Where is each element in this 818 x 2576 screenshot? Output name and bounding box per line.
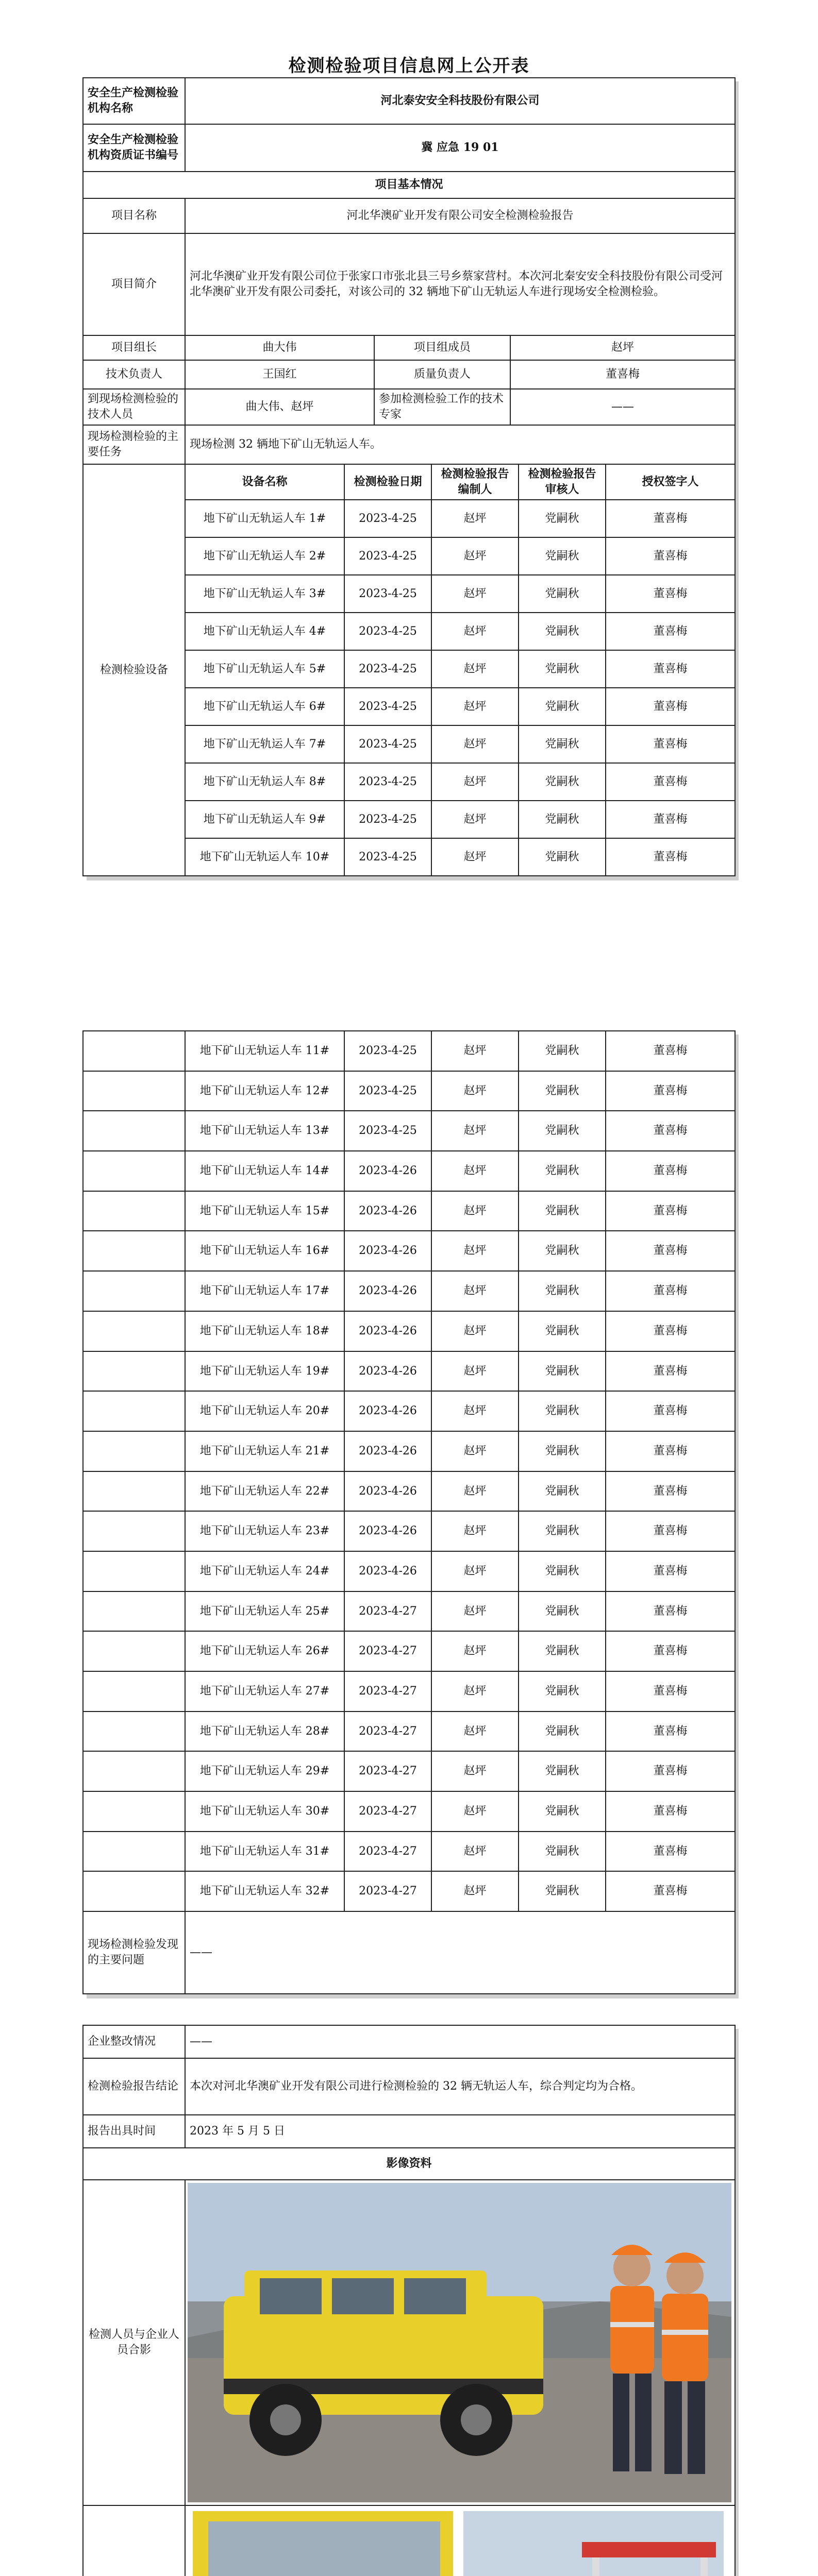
equipment-reviewer: 党嗣秋 bbox=[519, 1391, 606, 1431]
equipment-name: 地下矿山无轨运人车 15# bbox=[185, 1191, 344, 1231]
members-label: 项目组成员 bbox=[374, 335, 510, 360]
equipment-reviewer: 党嗣秋 bbox=[519, 613, 606, 650]
equipment-name: 地下矿山无轨运人车 17# bbox=[185, 1271, 344, 1311]
equipment-reviewer: 党嗣秋 bbox=[519, 1711, 606, 1752]
equipment-author: 赵坪 bbox=[431, 1311, 519, 1351]
table-row bbox=[83, 1591, 735, 1632]
project-name-value: 河北华澳矿业开发有限公司安全检测检验报告 bbox=[185, 198, 735, 233]
equipment-reviewer: 党嗣秋 bbox=[519, 1631, 606, 1671]
table-row bbox=[83, 1111, 735, 1151]
equipment-date: 2023-4-26 bbox=[344, 1351, 431, 1392]
equipment-label: 检测检验设备 bbox=[83, 464, 185, 876]
table-row bbox=[83, 1231, 735, 1271]
table-row bbox=[83, 1832, 735, 1872]
equipment-header-3: 检测检验报告审核人 bbox=[519, 464, 606, 500]
equipment-signer: 董喜梅 bbox=[606, 1311, 735, 1351]
equipment-signer: 董喜梅 bbox=[606, 575, 735, 613]
cert-value: 冀 应急 19 01 bbox=[185, 124, 735, 172]
equipment-signer: 董喜梅 bbox=[606, 1391, 735, 1431]
equipment-header-4: 授权签字人 bbox=[606, 464, 735, 500]
equipment-name: 地下矿山无轨运人车 22# bbox=[185, 1471, 344, 1512]
equipment-name: 地下矿山无轨运人车 9# bbox=[185, 801, 344, 838]
equipment-signer: 董喜梅 bbox=[606, 1031, 735, 1071]
equipment-signer: 董喜梅 bbox=[606, 1191, 735, 1231]
equipment-date: 2023-4-27 bbox=[344, 1791, 431, 1832]
equipment-name: 地下矿山无轨运人车 23# bbox=[185, 1511, 344, 1551]
equipment-photo-label bbox=[83, 2505, 185, 2576]
equipment-author: 赵坪 bbox=[431, 1591, 519, 1632]
equipment-author: 赵坪 bbox=[431, 1551, 519, 1591]
equipment-date: 2023-4-26 bbox=[344, 1511, 431, 1551]
equipment-author: 赵坪 bbox=[431, 1871, 519, 1911]
equipment-author: 赵坪 bbox=[431, 1231, 519, 1271]
table-row bbox=[83, 1151, 735, 1191]
table-row bbox=[83, 1431, 735, 1471]
equipment-author: 赵坪 bbox=[431, 838, 519, 876]
equipment-reviewer: 党嗣秋 bbox=[519, 1111, 606, 1151]
equipment-name: 地下矿山无轨运人车 16# bbox=[185, 1231, 344, 1271]
equipment-reviewer: 党嗣秋 bbox=[519, 1191, 606, 1231]
table-row bbox=[83, 1351, 735, 1392]
equipment-author: 赵坪 bbox=[431, 1351, 519, 1392]
equipment-label-blank bbox=[83, 1791, 185, 1832]
table-row bbox=[83, 1191, 735, 1231]
equipment-author: 赵坪 bbox=[431, 1511, 519, 1551]
equipment-signer: 董喜梅 bbox=[606, 688, 735, 725]
equipment-label-blank bbox=[83, 1351, 185, 1392]
equipment-label-blank bbox=[83, 1111, 185, 1151]
equipment-reviewer: 党嗣秋 bbox=[519, 1471, 606, 1512]
equipment-author: 赵坪 bbox=[431, 1191, 519, 1231]
equipment-header-1: 检测检验日期 bbox=[344, 464, 431, 500]
equipment-date: 2023-4-27 bbox=[344, 1711, 431, 1752]
task-value: 现场检测 32 辆地下矿山无轨运人车。 bbox=[185, 425, 735, 464]
site-staff-label: 到现场检测检验的技术人员 bbox=[83, 389, 185, 425]
equipment-label-blank bbox=[83, 1431, 185, 1471]
site-staff-value: 曲大伟、赵坪 bbox=[185, 389, 374, 425]
equipment-reviewer: 党嗣秋 bbox=[519, 1351, 606, 1392]
equipment-reviewer: 党嗣秋 bbox=[519, 838, 606, 876]
equipment-author: 赵坪 bbox=[431, 500, 519, 537]
equipment-signer: 董喜梅 bbox=[606, 1111, 735, 1151]
equipment-date: 2023-4-26 bbox=[344, 1151, 431, 1191]
equipment-name: 地下矿山无轨运人车 25# bbox=[185, 1591, 344, 1632]
equipment-name: 地下矿山无轨运人车 10# bbox=[185, 838, 344, 876]
equipment-date: 2023-4-27 bbox=[344, 1871, 431, 1911]
quality-value: 董喜梅 bbox=[510, 360, 735, 389]
info-table bbox=[82, 77, 736, 465]
vehicle-interior-photo bbox=[193, 2511, 453, 2576]
equipment-date: 2023-4-25 bbox=[344, 838, 431, 876]
equipment-author: 赵坪 bbox=[431, 650, 519, 688]
equipment-label-blank bbox=[83, 1031, 185, 1071]
intro-label: 项目简介 bbox=[83, 233, 185, 335]
table-row bbox=[83, 1071, 735, 1111]
equipment-label-blank bbox=[83, 1391, 185, 1431]
equipment-signer: 董喜梅 bbox=[606, 1631, 735, 1671]
issues-value: —— bbox=[185, 1911, 735, 1994]
equipment-reviewer: 党嗣秋 bbox=[519, 1871, 606, 1911]
equipment-label-blank bbox=[83, 1711, 185, 1752]
basic-section-title: 项目基本情况 bbox=[83, 172, 735, 198]
equipment-signer: 董喜梅 bbox=[606, 537, 735, 575]
equipment-date: 2023-4-25 bbox=[344, 801, 431, 838]
equipment-reviewer: 党嗣秋 bbox=[519, 500, 606, 537]
equipment-name: 地下矿山无轨运人车 6# bbox=[185, 688, 344, 725]
equipment-photo-cell bbox=[185, 2505, 735, 2576]
equipment-author: 赵坪 bbox=[431, 1671, 519, 1711]
equipment-label-blank bbox=[83, 1751, 185, 1791]
equipment-date: 2023-4-26 bbox=[344, 1391, 431, 1431]
equipment-reviewer: 党嗣秋 bbox=[519, 1511, 606, 1551]
equipment-table-1 bbox=[82, 464, 736, 876]
equipment-signer: 董喜梅 bbox=[606, 1751, 735, 1791]
equipment-label-blank bbox=[83, 1871, 185, 1911]
quality-label: 质量负责人 bbox=[374, 360, 510, 389]
equipment-photo-grid bbox=[188, 2509, 732, 2576]
equipment-author: 赵坪 bbox=[431, 763, 519, 801]
equipment-date: 2023-4-26 bbox=[344, 1471, 431, 1512]
equipment-date: 2023-4-26 bbox=[344, 1431, 431, 1471]
equipment-date: 2023-4-25 bbox=[344, 688, 431, 725]
equipment-date: 2023-4-25 bbox=[344, 1111, 431, 1151]
equipment-date: 2023-4-26 bbox=[344, 1231, 431, 1271]
equipment-label-blank bbox=[83, 1551, 185, 1591]
equipment-reviewer: 党嗣秋 bbox=[519, 1671, 606, 1711]
task-label: 现场检测检验的主要任务 bbox=[83, 425, 185, 464]
equipment-author: 赵坪 bbox=[431, 1431, 519, 1471]
equipment-date: 2023-4-27 bbox=[344, 1631, 431, 1671]
equipment-author: 赵坪 bbox=[431, 613, 519, 650]
equipment-signer: 董喜梅 bbox=[606, 1271, 735, 1311]
conclusion-label: 检测检验报告结论 bbox=[83, 2058, 185, 2115]
equipment-label-blank bbox=[83, 1832, 185, 1872]
equipment-date: 2023-4-25 bbox=[344, 1071, 431, 1111]
equipment-reviewer: 党嗣秋 bbox=[519, 1311, 606, 1351]
page1-block bbox=[82, 77, 734, 876]
equipment-signer: 董喜梅 bbox=[606, 763, 735, 801]
equipment-label-blank bbox=[83, 1511, 185, 1551]
equipment-signer: 董喜梅 bbox=[606, 500, 735, 537]
images-section-title: 影像资料 bbox=[83, 2148, 735, 2180]
equipment-name: 地下矿山无轨运人车 4# bbox=[185, 613, 344, 650]
equipment-reviewer: 党嗣秋 bbox=[519, 1591, 606, 1632]
equipment-author: 赵坪 bbox=[431, 1631, 519, 1671]
equipment-signer: 董喜梅 bbox=[606, 1871, 735, 1911]
intro-value: 河北华澳矿业开发有限公司位于张家口市张北县三号乡蔡家营村。本次河北秦安安全科技股份有限公司受河北华澳矿业开发有限公司委托，对该公司的 32 辆地下矿山无轨运人车进行现场安全检测检验。 bbox=[185, 233, 735, 335]
tech-label: 技术负责人 bbox=[83, 360, 185, 389]
conclusion-value: 本次对河北华澳矿业开发有限公司进行检测检验的 32 辆无轨运人车，综合判定均为合格。 bbox=[185, 2058, 735, 2115]
table-row bbox=[83, 1511, 735, 1551]
equipment-signer: 董喜梅 bbox=[606, 1591, 735, 1632]
agency-value: 河北泰安安全科技股份有限公司 bbox=[185, 78, 735, 124]
equipment-signer: 董喜梅 bbox=[606, 801, 735, 838]
agency-label: 安全生产检测检验机构名称 bbox=[83, 78, 185, 124]
equipment-author: 赵坪 bbox=[431, 1711, 519, 1752]
equipment-date: 2023-4-26 bbox=[344, 1551, 431, 1591]
project-name-label: 项目名称 bbox=[83, 198, 185, 233]
equipment-signer: 董喜梅 bbox=[606, 1791, 735, 1832]
equipment-author: 赵坪 bbox=[431, 1071, 519, 1111]
equipment-author: 赵坪 bbox=[431, 1471, 519, 1512]
equipment-author: 赵坪 bbox=[431, 725, 519, 763]
equipment-name: 地下矿山无轨运人车 19# bbox=[185, 1351, 344, 1392]
equipment-header-0: 设备名称 bbox=[185, 464, 344, 500]
equipment-name: 地下矿山无轨运人车 24# bbox=[185, 1551, 344, 1591]
equipment-author: 赵坪 bbox=[431, 1031, 519, 1071]
equipment-label-blank bbox=[83, 1151, 185, 1191]
equipment-name: 地下矿山无轨运人车 21# bbox=[185, 1431, 344, 1471]
equipment-reviewer: 党嗣秋 bbox=[519, 801, 606, 838]
equipment-name: 地下矿山无轨运人车 8# bbox=[185, 763, 344, 801]
equipment-label-blank bbox=[83, 1071, 185, 1111]
equipment-author: 赵坪 bbox=[431, 1271, 519, 1311]
table-row bbox=[83, 1671, 735, 1711]
equipment-label-blank bbox=[83, 1231, 185, 1271]
equipment-signer: 董喜梅 bbox=[606, 838, 735, 876]
equipment-signer: 董喜梅 bbox=[606, 725, 735, 763]
equipment-signer: 董喜梅 bbox=[606, 1431, 735, 1471]
equipment-table-2 bbox=[82, 1030, 736, 1994]
leader-label: 项目组长 bbox=[83, 335, 185, 360]
equipment-date: 2023-4-27 bbox=[344, 1751, 431, 1791]
page2-block bbox=[82, 1030, 734, 1994]
results-table bbox=[82, 2025, 736, 2576]
equipment-date: 2023-4-25 bbox=[344, 650, 431, 688]
equipment-date: 2023-4-25 bbox=[344, 763, 431, 801]
equipment-name: 地下矿山无轨运人车 14# bbox=[185, 1151, 344, 1191]
equipment-signer: 董喜梅 bbox=[606, 613, 735, 650]
equipment-label-blank bbox=[83, 1311, 185, 1351]
equipment-author: 赵坪 bbox=[431, 1832, 519, 1872]
equipment-name: 地下矿山无轨运人车 18# bbox=[185, 1311, 344, 1351]
equipment-author: 赵坪 bbox=[431, 801, 519, 838]
equipment-label-blank bbox=[83, 1671, 185, 1711]
experts-label: 参加检测检验工作的技术专家 bbox=[374, 389, 510, 425]
equipment-signer: 董喜梅 bbox=[606, 1711, 735, 1752]
equipment-name: 地下矿山无轨运人车 11# bbox=[185, 1031, 344, 1071]
rectify-label: 企业整改情况 bbox=[83, 2025, 185, 2058]
equipment-reviewer: 党嗣秋 bbox=[519, 575, 606, 613]
leader-value: 曲大伟 bbox=[185, 335, 374, 360]
table-row bbox=[83, 1311, 735, 1351]
equipment-reviewer: 党嗣秋 bbox=[519, 537, 606, 575]
equipment-reviewer: 党嗣秋 bbox=[519, 763, 606, 801]
equipment-reviewer: 党嗣秋 bbox=[519, 1271, 606, 1311]
equipment-signer: 董喜梅 bbox=[606, 1151, 735, 1191]
equipment-reviewer: 党嗣秋 bbox=[519, 1832, 606, 1872]
table-row bbox=[83, 1271, 735, 1311]
group-photo bbox=[188, 2183, 731, 2502]
equipment-author: 赵坪 bbox=[431, 1151, 519, 1191]
equipment-date: 2023-4-26 bbox=[344, 1271, 431, 1311]
equipment-reviewer: 党嗣秋 bbox=[519, 1791, 606, 1832]
equipment-name: 地下矿山无轨运人车 5# bbox=[185, 650, 344, 688]
equipment-signer: 董喜梅 bbox=[606, 1071, 735, 1111]
equipment-name: 地下矿山无轨运人车 28# bbox=[185, 1711, 344, 1752]
equipment-signer: 董喜梅 bbox=[606, 1551, 735, 1591]
group-photo-label: 检测人员与企业人员合影 bbox=[83, 2180, 185, 2505]
equipment-signer: 董喜梅 bbox=[606, 1832, 735, 1872]
page-title: 检测检验项目信息网上公开表 bbox=[288, 56, 530, 76]
equipment-date: 2023-4-27 bbox=[344, 1832, 431, 1872]
equipment-date: 2023-4-25 bbox=[344, 537, 431, 575]
cert-label: 安全生产检测检验机构资质证书编号 bbox=[83, 124, 185, 172]
report-date-value: 2023 年 5 月 5 日 bbox=[185, 2115, 735, 2148]
equipment-reviewer: 党嗣秋 bbox=[519, 688, 606, 725]
table-row bbox=[83, 1791, 735, 1832]
issues-label: 现场检测检验发现的主要问题 bbox=[83, 1911, 185, 1994]
equipment-signer: 董喜梅 bbox=[606, 1231, 735, 1271]
equipment-date: 2023-4-25 bbox=[344, 575, 431, 613]
equipment-name: 地下矿山无轨运人车 32# bbox=[185, 1871, 344, 1911]
members-value: 赵坪 bbox=[510, 335, 735, 360]
table-row bbox=[83, 1751, 735, 1791]
equipment-name: 地下矿山无轨运人车 12# bbox=[185, 1071, 344, 1111]
equipment-label-blank bbox=[83, 1591, 185, 1632]
equipment-signer: 董喜梅 bbox=[606, 1471, 735, 1512]
equipment-name: 地下矿山无轨运人车 29# bbox=[185, 1751, 344, 1791]
equipment-label-blank bbox=[83, 1631, 185, 1671]
equipment-date: 2023-4-25 bbox=[344, 1031, 431, 1071]
equipment-name: 地下矿山无轨运人车 2# bbox=[185, 537, 344, 575]
equipment-name: 地下矿山无轨运人车 27# bbox=[185, 1671, 344, 1711]
equipment-author: 赵坪 bbox=[431, 575, 519, 613]
equipment-label-blank bbox=[83, 1471, 185, 1512]
group-photo-cell bbox=[185, 2180, 735, 2505]
table-row bbox=[83, 1391, 735, 1431]
equipment-reviewer: 党嗣秋 bbox=[519, 1431, 606, 1471]
equipment-date: 2023-4-25 bbox=[344, 500, 431, 537]
equipment-signer: 董喜梅 bbox=[606, 650, 735, 688]
tech-value: 王国红 bbox=[185, 360, 374, 389]
equipment-name: 地下矿山无轨运人车 30# bbox=[185, 1791, 344, 1832]
equipment-author: 赵坪 bbox=[431, 1791, 519, 1832]
table-row bbox=[83, 1031, 735, 1071]
table-row bbox=[83, 1551, 735, 1591]
equipment-date: 2023-4-26 bbox=[344, 1191, 431, 1231]
page3-block bbox=[82, 2025, 734, 2576]
equipment-reviewer: 党嗣秋 bbox=[519, 1231, 606, 1271]
report-date-label: 报告出具时间 bbox=[83, 2115, 185, 2148]
equipment-header-2: 检测检验报告编制人 bbox=[431, 464, 519, 500]
equipment-reviewer: 党嗣秋 bbox=[519, 725, 606, 763]
equipment-reviewer: 党嗣秋 bbox=[519, 650, 606, 688]
equipment-name: 地下矿山无轨运人车 7# bbox=[185, 725, 344, 763]
equipment-date: 2023-4-25 bbox=[344, 725, 431, 763]
equipment-date: 2023-4-26 bbox=[344, 1311, 431, 1351]
equipment-name: 地下矿山无轨运人车 3# bbox=[185, 575, 344, 613]
equipment-name: 地下矿山无轨运人车 26# bbox=[185, 1631, 344, 1671]
equipment-name: 地下矿山无轨运人车 20# bbox=[185, 1391, 344, 1431]
equipment-reviewer: 党嗣秋 bbox=[519, 1071, 606, 1111]
equipment-name: 地下矿山无轨运人车 13# bbox=[185, 1111, 344, 1151]
table-row bbox=[83, 1711, 735, 1752]
equipment-signer: 董喜梅 bbox=[606, 1511, 735, 1551]
equipment-name: 地下矿山无轨运人车 1# bbox=[185, 500, 344, 537]
equipment-reviewer: 党嗣秋 bbox=[519, 1551, 606, 1591]
table-row bbox=[83, 1871, 735, 1911]
equipment-author: 赵坪 bbox=[431, 1111, 519, 1151]
equipment-signer: 董喜梅 bbox=[606, 1351, 735, 1392]
equipment-name: 地下矿山无轨运人车 31# bbox=[185, 1832, 344, 1872]
equipment-reviewer: 党嗣秋 bbox=[519, 1151, 606, 1191]
equipment-date: 2023-4-25 bbox=[344, 613, 431, 650]
equipment-date: 2023-4-27 bbox=[344, 1671, 431, 1711]
equipment-author: 赵坪 bbox=[431, 537, 519, 575]
equipment-reviewer: 党嗣秋 bbox=[519, 1751, 606, 1791]
equipment-date: 2023-4-27 bbox=[344, 1591, 431, 1632]
vehicle-station-photo bbox=[463, 2511, 724, 2576]
experts-value: —— bbox=[510, 389, 735, 425]
table-row bbox=[83, 1471, 735, 1512]
table-row bbox=[83, 1631, 735, 1671]
equipment-label-blank bbox=[83, 1271, 185, 1311]
equipment-label-blank bbox=[83, 1191, 185, 1231]
equipment-signer: 董喜梅 bbox=[606, 1671, 735, 1711]
rectify-value: —— bbox=[185, 2025, 735, 2058]
equipment-reviewer: 党嗣秋 bbox=[519, 1031, 606, 1071]
equipment-author: 赵坪 bbox=[431, 1391, 519, 1431]
equipment-author: 赵坪 bbox=[431, 688, 519, 725]
equipment-author: 赵坪 bbox=[431, 1751, 519, 1791]
